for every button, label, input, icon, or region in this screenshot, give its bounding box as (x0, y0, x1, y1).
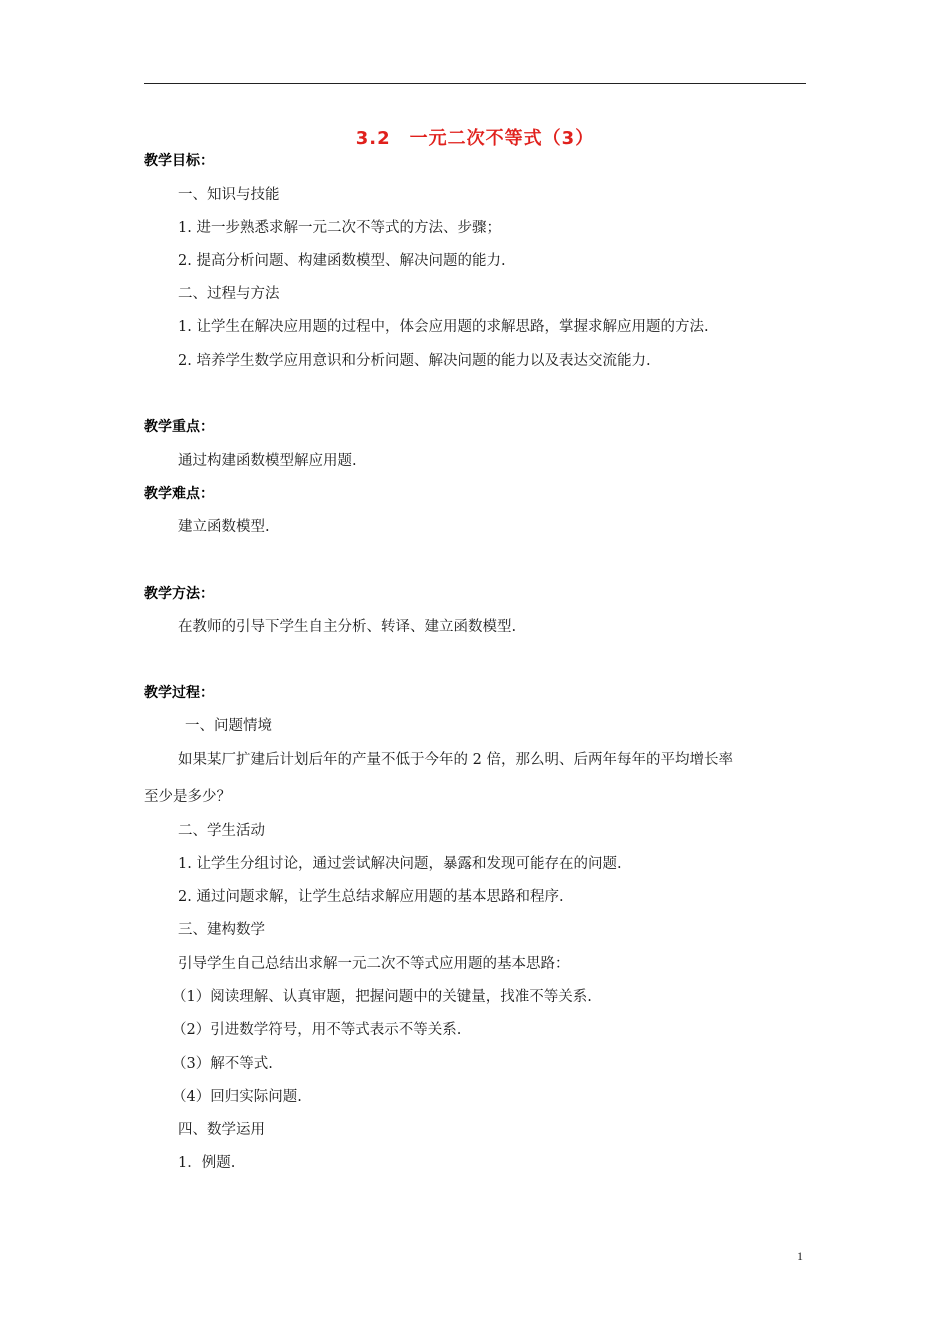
process-item-1: 1. 让学生在解决应用题的过程中，体会应用题的求解思路，掌握求解应用题的方法. (178, 319, 709, 335)
section-4-item-1: 1．例题. (178, 1155, 236, 1171)
knowledge-item-2: 2. 提高分析问题、构建函数模型、解决问题的能力. (178, 253, 506, 269)
process-item-2: 2. 培养学生数学应用意识和分析问题、解决问题的能力以及表达交流能力. (178, 353, 651, 369)
method-text: 在教师的引导下学生自主分析、转译、建立函数模型. (178, 619, 517, 635)
section-3-item-3: （3）解不等式. (172, 1056, 273, 1072)
difficulty-heading: 教学难点： (144, 486, 214, 502)
section-2-item-1: 1. 让学生分组讨论，通过尝试解决问题，暴露和发现可能存在的问题. (178, 856, 622, 872)
header-rule (144, 83, 806, 84)
key-point-text: 通过构建函数模型解应用题. (178, 453, 357, 469)
section-4-heading: 四、数学运用 (178, 1122, 265, 1138)
goals-heading: 教学目标： (144, 153, 214, 169)
section-1-line-2: 至少是多少？ (144, 789, 231, 805)
section-1-line-1: 如果某厂扩建后计划后年的产量不低于今年的 2 倍，那么明、后两年每年的平均增长率 (178, 752, 733, 768)
difficulty-text: 建立函数模型. (178, 519, 270, 535)
section-3-item-2: （2）引进数学符号，用不等式表示不等关系. (172, 1022, 462, 1038)
section-3-item-1: （1）阅读理解、认真审题，把握问题中的关键量，找准不等关系. (172, 989, 592, 1005)
document-title: 3.2 一元二次不等式（3） (355, 128, 595, 149)
section-3-intro: 引导学生自己总结出求解一元二次不等式应用题的基本思路： (178, 956, 570, 972)
process-heading: 教学过程： (144, 685, 214, 701)
section-3-item-4: （4）回归实际问题. (172, 1089, 302, 1105)
process-method-heading: 二、过程与方法 (178, 286, 280, 302)
section-2-item-2: 2. 通过问题求解，让学生总结求解应用题的基本思路和程序. (178, 889, 564, 905)
knowledge-item-1: 1. 进一步熟悉求解一元二次不等式的方法、步骤； (178, 220, 501, 236)
knowledge-skills-heading: 一、知识与技能 (178, 187, 280, 203)
page-number: 1 (797, 1249, 803, 1263)
section-2-heading: 二、学生活动 (178, 823, 265, 839)
section-1-heading: 一、问题情境 (185, 718, 272, 734)
key-point-heading: 教学重点： (144, 419, 214, 435)
section-3-heading: 三、建构数学 (178, 922, 265, 938)
method-heading: 教学方法： (144, 586, 214, 602)
